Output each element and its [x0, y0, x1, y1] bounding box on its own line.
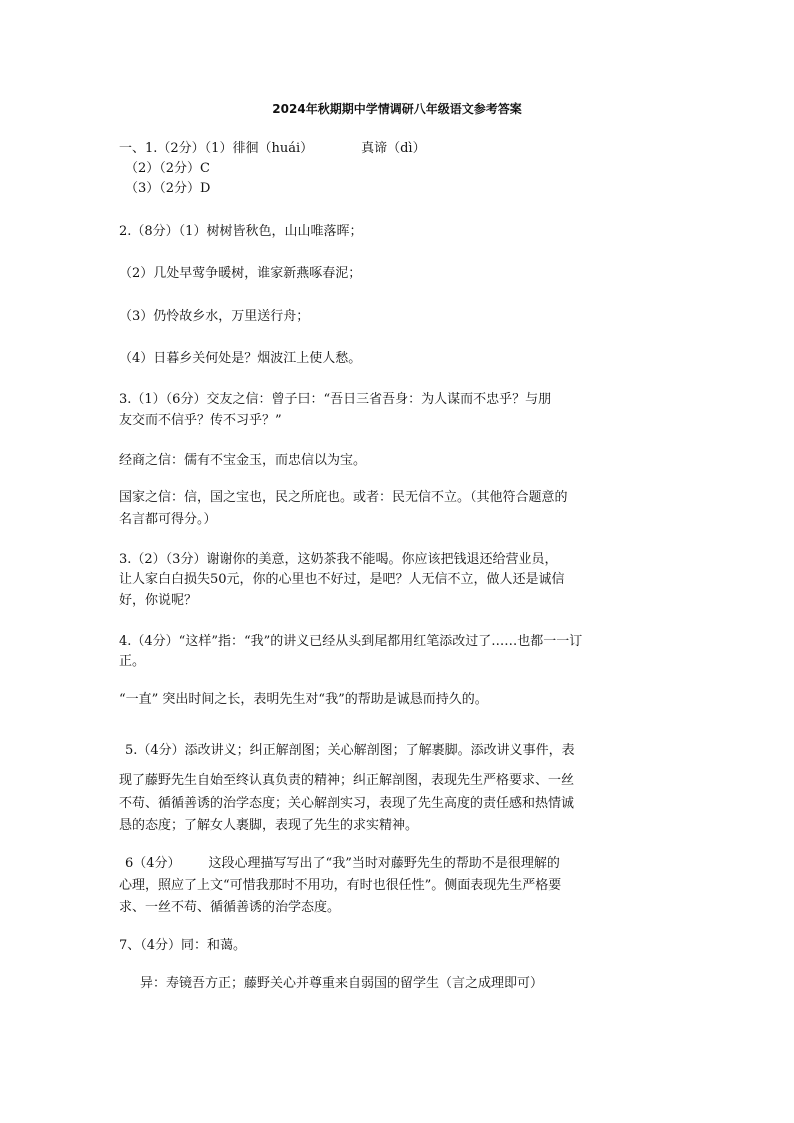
q4-line-3: “一直” 突出时间之长，表明先生对“我”的帮助是诚恳而持久的。: [119, 692, 488, 707]
q3b-line-2: 让人家白白损失50元，你的心里也不好过，是吧？人无信不立，做人还是诚信: [119, 572, 565, 587]
q3a-line-2: 友交而不信乎？传不习乎？”: [119, 413, 282, 428]
q3a-line-4: 国家之信：信，国之宝也，民之所庇也。或者：民无信不立。（其他符合题意的: [119, 490, 568, 505]
q1-line-3: （3）（2分）D: [125, 181, 211, 196]
q2-line-3: （3）仍怜故乡水，万里送行舟；: [119, 309, 310, 324]
q1-pinyin-1: 一、1.（2分）（1）徘徊（huái）: [119, 141, 314, 156]
q3a-line-1: 3.（1）（6分）交友之信：曾子曰：“吾日三省吾身：为人谋而不忠乎？与朋: [119, 392, 552, 407]
q6-line-2: 心理，照应了上文“可惜我那时不用功，有时也很任性”。侧面表现先生严格要: [119, 878, 562, 893]
q5-line-3: 不苟、循循善诱的治学态度；关心解剖实习，表现了先生高度的责任感和热情诚: [119, 796, 575, 811]
q5-line-1: 5.（4分）添改讲义；纠正解剖图；关心解剖图；了解裹脚。添改讲义事件，表: [125, 743, 575, 758]
page-title: 2024年秋期期中学情调研八年级语文参考答案: [272, 102, 522, 116]
q4-line-1: 4.（4分）“这样”指：“我”的讲义已经从头到尾都用红笔添改过了……也都一一订: [119, 634, 583, 649]
q5-line-2: 现了藤野先生自始至终认真负责的精神；纠正解剖图，表现先生严格要求、一丝: [119, 773, 575, 788]
q6-line-1: [125, 854, 560, 874]
q7-line-2: 异：寿镜吾方正；藤野关心并尊重来自弱国的留学生（言之成理即可）: [140, 976, 544, 991]
q5-line-4: 恳的态度；了解女人裹脚，表现了先生的求实精神。: [119, 818, 419, 833]
q6-label: 6（4分）: [125, 856, 181, 871]
q6-line-3: 求、一丝不苟、循循善诱的治学态度。: [119, 900, 341, 915]
q4-line-2: 正。: [119, 654, 146, 669]
q3a-line-3: 经商之信：儒有不宝金玉，而忠信以为宝。: [119, 453, 367, 468]
q3a-line-5: 名言都可得分。）: [119, 512, 217, 527]
q2-line-4: （4）日暮乡关何处是？烟波江上使人愁。: [119, 351, 362, 366]
q3b-line-3: 好，你说呢？: [119, 593, 198, 608]
q1-line-1: [119, 139, 426, 159]
q1-line-2: （2）（2分）C: [125, 161, 210, 176]
q7-line-1: 7、（4分）同：和蔼。: [119, 938, 247, 953]
q6-text: 这段心理描写写出了“我”当时对藤野先生的帮助不是很理解的: [208, 856, 560, 871]
q2-line-1: 2.（8分）（1）树树皆秋色，山山唯落晖；: [119, 224, 363, 239]
q1-pinyin-2: 真谛（dì）: [361, 141, 426, 156]
q2-line-2: （2）几处早莺争暖树，谁家新燕啄春泥；: [119, 266, 362, 281]
q3b-line-1: 3.（2）（3分）谢谢你的美意，这奶茶我不能喝。你应该把钱退还给营业员，: [119, 552, 558, 567]
